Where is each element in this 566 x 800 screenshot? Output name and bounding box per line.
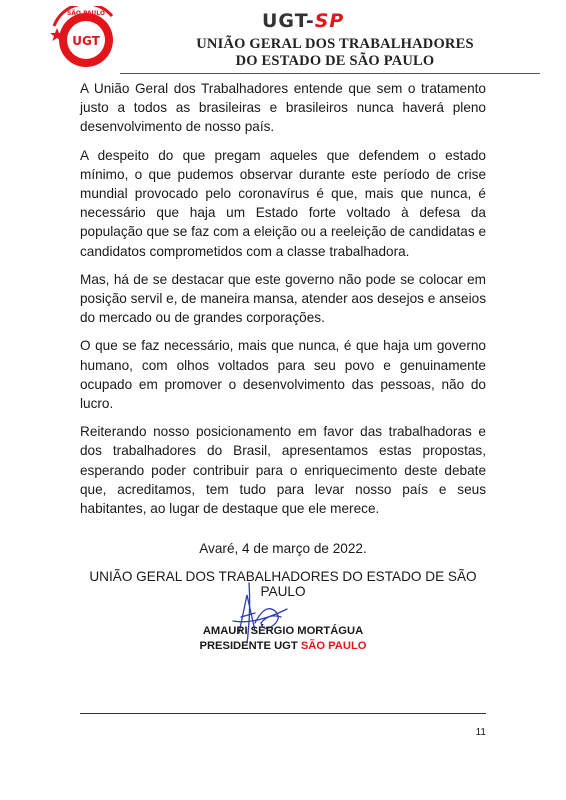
- brand-wordmark: [262, 10, 344, 32]
- signer-title: [130, 639, 436, 654]
- page-number: 11: [475, 727, 486, 738]
- brand-sp: SP: [314, 10, 345, 32]
- organization-signature: UNIÃO GERAL DOS TRABALHADORES DO ESTADO DE SÃO PAULO: [89, 569, 477, 599]
- signer-block: [130, 624, 436, 654]
- footer-divider: [80, 713, 486, 714]
- page-header: [0, 0, 566, 76]
- paragraph-5: Reiterando nosso posicionamento em favor das trabalhadoras e dos trabalhadores do Brasil, apresentamos estas propostas, esperando poder contribuir para o enriquecimento deste debate que, acreditamos, tem tudo para levar nosso país e seus habitantes, ao lugar de destaque que ele merece.: [80, 424, 486, 517]
- paragraph-4: O que se faz necessário, mais que nunca, é que haja um governo humano, com olhos voltados para seu povo e genuinamente ocupado em promover o desenvolvimento das pessoas, não do lucro.: [80, 338, 486, 412]
- header-divider: [120, 73, 540, 74]
- signer-title-prefix: PRESIDENTE UGT: [199, 640, 298, 652]
- signer-name: AMAURI SÉRGIO MORTÁGUA: [202, 625, 364, 637]
- dateline: Avaré, 4 de março de 2022.: [199, 541, 367, 556]
- ugt-sp-logo: [46, 6, 122, 70]
- org-name-line1: UNIÃO GERAL DOS TRABALHADORES: [196, 36, 474, 52]
- paragraph-3: Mas, há de se destacar que este governo não pode se colocar em posição servil e, de maneira mansa, atender aos desejos e anseios do mercado ou de grandes corporações.: [80, 271, 486, 326]
- signer-title-highlight: SÃO PAULO: [300, 640, 367, 652]
- paragraph-2: A despeito do que pregam aqueles que defendem o estado mínimo, o que pudemos observar durante este período de crise mundial provocado pelo coronavírus é que, mais que nunca, é necessário que haja um Estado forte voltado à defesa da população que se faz com a eleição ou a reeleição de candidatas e candidatos comprometidos com a classe trabalhadora.: [80, 147, 486, 259]
- brand-ugt: UGT-: [262, 10, 315, 32]
- logo-center-text: UGT: [72, 34, 100, 48]
- letter-body: [80, 79, 486, 527]
- org-name-line2: DO ESTADO DE SÃO PAULO: [235, 53, 435, 69]
- logo-caption: SÃO PAULO: [66, 10, 106, 17]
- paragraph-1: A União Geral dos Trabalhadores entende que sem o tratamento justo a todos as brasileiras e brasileiros nunca haverá pleno desenvolvimento de nosso país.: [80, 81, 486, 135]
